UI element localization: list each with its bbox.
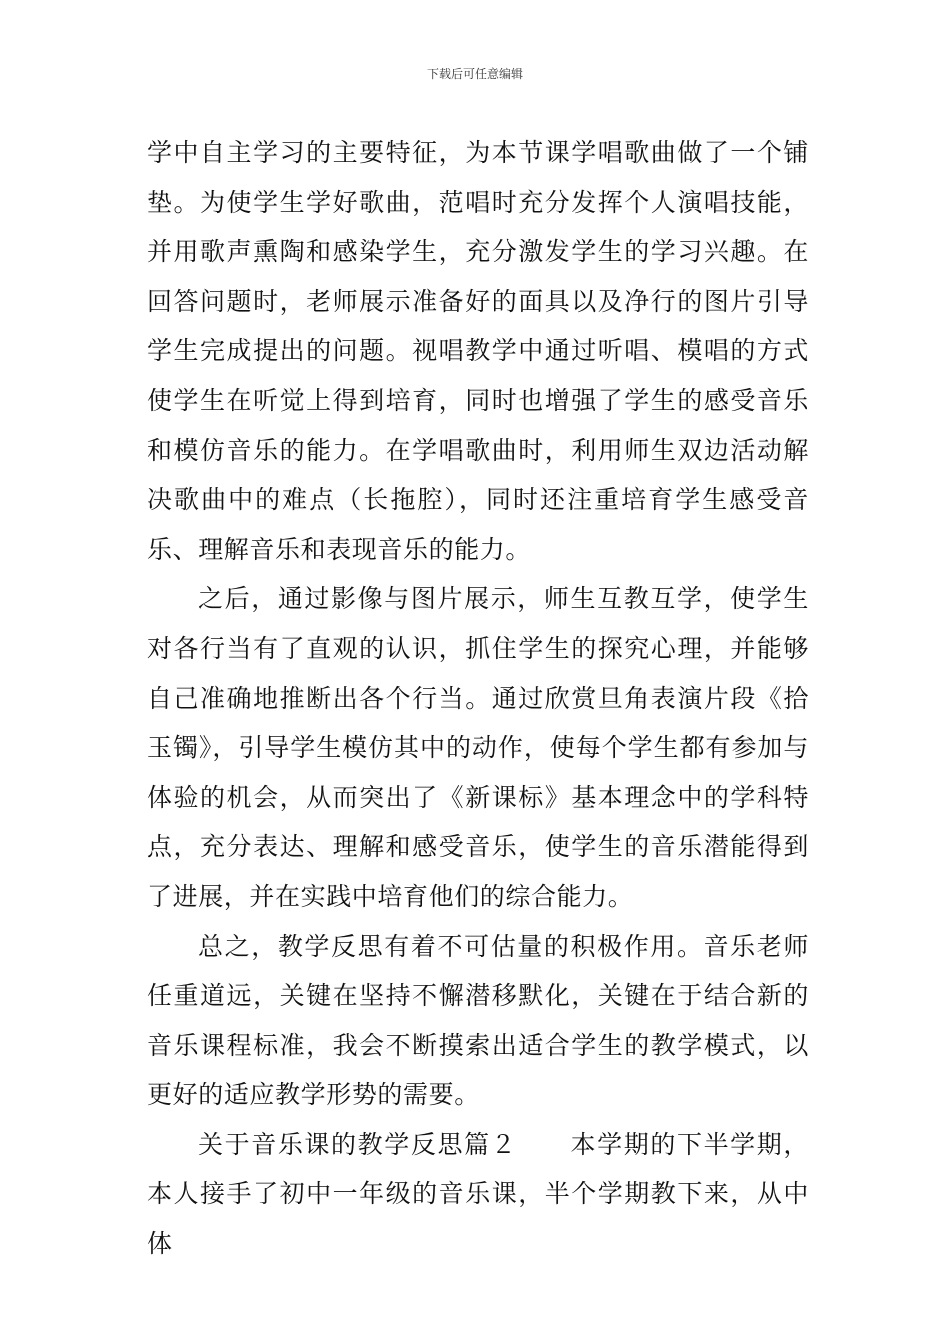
paragraph-4: 关于音乐课的教学反思篇２ 本学期的下半学期，本人接手了初中一年级的音乐课，半个学期教下来，从中体 — [147, 1129, 809, 1259]
paragraph-2: 之后，通过影像与图片展示，师生互教互学，使学生对各行当有了直观的认识，抓住学生的探究心理，并能够自己准确地推断出各个行当。通过欣赏旦角表演片段《拾玉镯》，引导学生模仿其中的动作，使每个学生都有参加与体验的机会，从而突出了《新课标》基本理念中的学科特点，充分表达、理解和感受音乐，使学生的音乐潜能得到了进展，并在实践中培育他们的综合能力。 — [147, 584, 809, 911]
page-header-note: 下载后可任意编辑 — [426, 67, 523, 81]
document-body — [147, 128, 809, 1269]
paragraph-1: 学中自主学习的主要特征，为本节课学唱歌曲做了一个铺垫。为使学生学好歌曲，范唱时充分发挥个人演唱技能，并用歌声熏陶和感染学生，充分激发学生的学习兴趣。在回答问题时，老师展示准备好的面具以及净行的图片引导学生完成提出的问题。视唱教学中通过听唱、模唱的方式使学生在听觉上得到培育，同时也增强了学生的感受音乐和模仿音乐的能力。在学唱歌曲时，利用师生双边活动解决歌曲中的难点（长拖腔），同时还注重培育学生感受音乐、理解音乐和表现音乐的能力。 — [147, 138, 809, 564]
paragraph-3: 总之，教学反思有着不可估量的积极作用。音乐老师任重道远，关键在坚持不懈潜移默化，关键在于结合新的音乐课程标准，我会不断摸索出适合学生的教学模式，以更好的适应教学形势的需要。 — [147, 931, 809, 1110]
